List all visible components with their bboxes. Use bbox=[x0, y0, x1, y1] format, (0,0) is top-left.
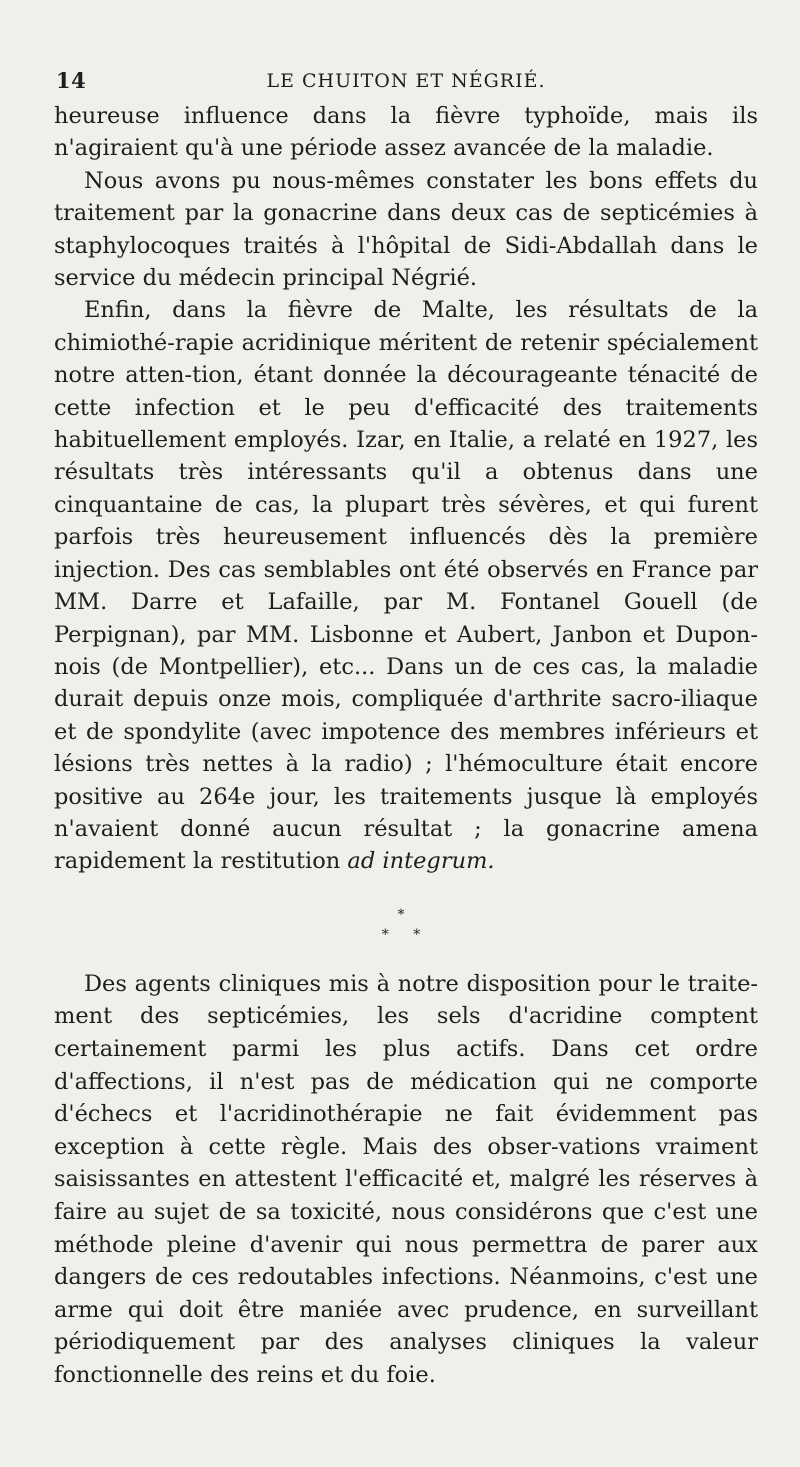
page-number: 14 bbox=[56, 68, 87, 93]
running-head: LE CHUITON ET NÉGRIÉ. bbox=[266, 70, 546, 92]
separator-bottom-asterisks: * * bbox=[381, 926, 431, 943]
section-separator bbox=[54, 908, 758, 942]
paragraph-gonacrine-cases: Nous avons pu nous-mêmes constater les bons effets du traitement par la gonacrine dans deux cas de septicémies à staphylocoques traités à l'hôpital de Sidi-Abdallah dans le service du médecin principal Négrié. bbox=[54, 167, 758, 292]
paragraph-continuation: heureuse influence dans la fièvre typhoïde, mais ils n'agiraient qu'à une période assez avancée de la maladie. bbox=[54, 103, 758, 162]
italic-phrase: ad integrum. bbox=[347, 848, 495, 875]
paragraph-malta-fever-text: Enfin, dans la fièvre de Malte, les résultats de la chimiothé-rapie acridinique méritent de retenir spécialement notre atten-tion, étant donnée la décourageante ténacité de cette infection et le peu d'efficacité des traitements habituellement employés. Izar, en Italie, a relaté en 1927, les résultats très intéressants qu'il a obtenus dans une cinquantaine de cas, la plupart très sévères, et qui furent parfois très heureusement influencés dès la première injection. Des cas semblables ont été observés en France par MM. Darre et Lafaille, par M. Fontanel Gouell (de Perpignan), par MM. Lisbonne et Aubert, Janbon et Dupon-nois (de Montpellier), etc... Dans un de ces cas, la maladie durait depuis onze mois, compliquée d'arthrite sacro-iliaque et de spondylite (avec impotence des membres inférieurs et lésions très nettes à la radio) ; l'hémoculture était encore positive au 264e jour, les traitements jusque là employés n'avaient donné aucun résultat ; la gonacrine amena rapidement la restitution bbox=[54, 297, 758, 875]
paragraph-malta-fever bbox=[54, 294, 758, 877]
separator-top-asterisk: * bbox=[397, 906, 415, 923]
upper-text-block bbox=[54, 100, 758, 878]
page-header bbox=[54, 62, 758, 98]
paragraph-acridine-conclusion: Des agents cliniques mis à notre disposition pour le traite-ment des septicémies, les sels d'acridine comptent certainement parmi les plus actifs. Dans cet ordre d'affections, il n'est pas de médication qui ne comporte d'échecs et l'acridinothérapie ne fait évidemment pas exception à cette règle. Mais des obser-vations vraiment saisissantes en attestent l'efficacité et, malgré les réserves à faire au sujet de sa toxicité, nous considérons que c'est une méthode pleine d'avenir qui nous permettra de parer aux dangers de ces redoutables infections. Néanmoins, c'est une arme qui doit être maniée avec prudence, en surveillant périodiquement par des analyses cliniques la valeur fonctionnelle des reins et du foie. bbox=[54, 970, 758, 1388]
lower-text-block bbox=[54, 968, 758, 1392]
